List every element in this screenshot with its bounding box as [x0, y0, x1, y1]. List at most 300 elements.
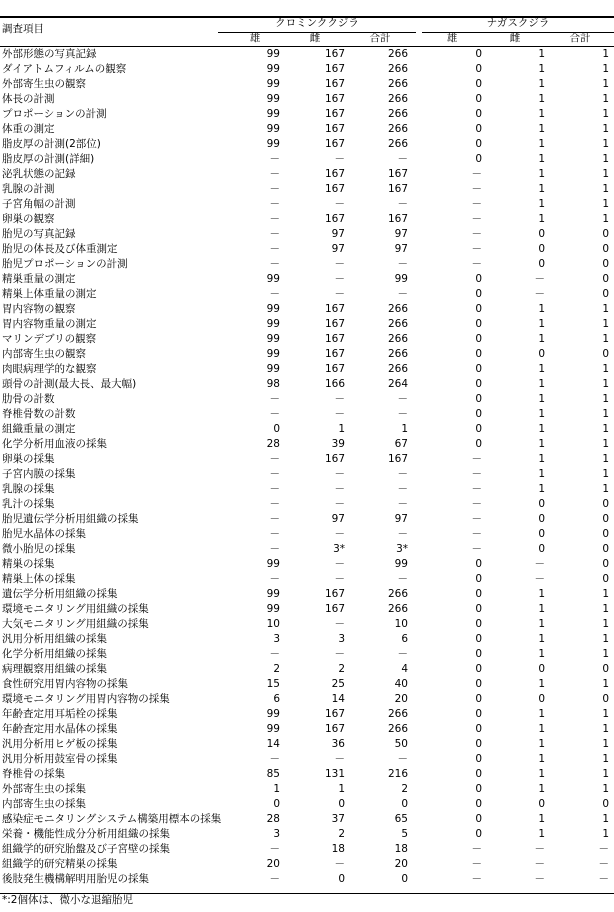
cell-value: 1: [602, 648, 609, 660]
cell-value: －: [334, 858, 345, 870]
cell-value: 1: [602, 378, 609, 390]
cell-value: －: [471, 468, 482, 480]
table-row: [0, 107, 614, 122]
cell-value: 1: [538, 648, 545, 660]
table-row: [0, 707, 614, 722]
cell-value: －: [397, 198, 408, 210]
cell-value: 99: [266, 138, 280, 150]
row-label: 内部寄生虫の採集: [2, 798, 86, 810]
cell-value: 1: [273, 783, 280, 795]
cell-value: 1: [538, 783, 545, 795]
cell-value: 0: [475, 423, 482, 435]
cell-value: 1: [602, 108, 609, 120]
row-label: 子宮角幅の計測: [2, 198, 76, 210]
cell-value: －: [471, 258, 482, 270]
cell-value: 1: [602, 813, 609, 825]
cell-value: －: [269, 528, 280, 540]
cell-value: 0: [538, 693, 545, 705]
cell-value: 1: [538, 123, 545, 135]
cell-value: 167: [324, 138, 345, 150]
cell-value: －: [471, 198, 482, 210]
cell-value: 40: [394, 678, 408, 690]
row-label: 精巣重量の測定: [2, 273, 76, 285]
cell-value: 1: [538, 333, 545, 345]
table-row: [0, 842, 614, 857]
cell-value: 0: [475, 738, 482, 750]
cell-value: 0: [475, 273, 482, 285]
row-label: 食性研究用胃内容物の採集: [2, 678, 128, 690]
row-label: 組織学的研究胎盤及び子宮壁の採集: [2, 843, 170, 855]
cell-value: 1: [602, 723, 609, 735]
cell-value: 0: [475, 723, 482, 735]
cell-value: 10: [394, 618, 408, 630]
row-label: 脊椎骨数の計数: [2, 408, 76, 420]
cell-value: －: [397, 408, 408, 420]
table-row: [0, 557, 614, 572]
cell-value: －: [598, 858, 609, 870]
subheader-total-1: 合計: [369, 32, 391, 44]
cell-value: －: [397, 258, 408, 270]
cell-value: 4: [401, 663, 408, 675]
row-label: 汎用分析用鼓室骨の採集: [2, 753, 118, 765]
subheader-male-2: 雄: [446, 32, 458, 44]
cell-value: －: [471, 453, 482, 465]
group-header-fin: ナガスクジラ: [486, 17, 550, 29]
cell-value: 0: [538, 798, 545, 810]
cell-value: 0: [475, 333, 482, 345]
table-row: [0, 797, 614, 812]
row-label: 胃内容物重量の測定: [2, 318, 97, 330]
cell-value: 65: [394, 813, 408, 825]
table-row: [0, 197, 614, 212]
cell-value: 1: [538, 138, 545, 150]
cell-value: 99: [266, 723, 280, 735]
cell-value: －: [598, 843, 609, 855]
cell-value: 1: [538, 168, 545, 180]
cell-value: 2: [338, 828, 345, 840]
row-label: 後肢発生機構解明用胎児の採集: [2, 873, 149, 885]
table-row: [0, 782, 614, 797]
cell-value: 167: [324, 93, 345, 105]
row-label: 年齢査定用耳垢栓の採集: [2, 708, 118, 720]
cell-value: －: [334, 648, 345, 660]
cell-value: 0: [475, 708, 482, 720]
cell-value: 0: [475, 123, 482, 135]
cell-value: 0: [602, 243, 609, 255]
cell-value: 266: [387, 93, 408, 105]
cell-value: 28: [266, 813, 280, 825]
cell-value: 0: [602, 288, 609, 300]
cell-value: －: [471, 168, 482, 180]
cell-value: 167: [387, 183, 408, 195]
table-row: [0, 542, 614, 557]
cell-value: 99: [266, 48, 280, 60]
cell-value: 1: [538, 828, 545, 840]
cell-value: 1: [602, 468, 609, 480]
subheader-female-2: 雌: [509, 32, 521, 44]
cell-value: 0: [475, 63, 482, 75]
cell-value: －: [269, 168, 280, 180]
cell-value: －: [334, 618, 345, 630]
table-row: [0, 482, 614, 497]
footnote: *:2個体は、微小な退縮胎児: [2, 894, 133, 906]
cell-value: 99: [266, 78, 280, 90]
cell-value: －: [269, 153, 280, 165]
table-row: [0, 302, 614, 317]
row-label: 微小胎児の採集: [2, 543, 76, 555]
table-row: [0, 272, 614, 287]
cell-value: 1: [602, 393, 609, 405]
table-row: [0, 512, 614, 527]
cell-value: －: [397, 393, 408, 405]
table-row: [0, 752, 614, 767]
cell-value: 0: [475, 48, 482, 60]
cell-value: －: [269, 498, 280, 510]
row-label: 乳腺の計測: [2, 183, 55, 195]
cell-value: 167: [324, 453, 345, 465]
cell-value: 99: [266, 93, 280, 105]
cell-value: －: [534, 558, 545, 570]
cell-value: －: [471, 528, 482, 540]
cell-value: 99: [266, 333, 280, 345]
cell-value: 1: [602, 318, 609, 330]
cell-value: 18: [331, 843, 345, 855]
cell-value: 0: [538, 663, 545, 675]
cell-value: 1: [602, 453, 609, 465]
cell-value: 167: [324, 333, 345, 345]
cell-value: 0: [602, 543, 609, 555]
row-label: 外部形態の写真記録: [2, 48, 97, 60]
cell-value: 266: [387, 348, 408, 360]
cell-value: －: [269, 873, 280, 885]
cell-value: －: [334, 483, 345, 495]
cell-value: －: [534, 288, 545, 300]
cell-value: 1: [538, 753, 545, 765]
table-row: [0, 362, 614, 377]
row-label: 感染症モニタリングシステム構築用標本の採集: [2, 813, 222, 825]
row-label: 脊椎骨の採集: [2, 768, 65, 780]
cell-value: 97: [331, 228, 345, 240]
row-label: 病理観察用組織の採集: [2, 663, 107, 675]
cell-value: 97: [394, 513, 408, 525]
cell-value: 1: [538, 93, 545, 105]
table-row: [0, 422, 614, 437]
cell-value: 0: [273, 798, 280, 810]
cell-value: 167: [387, 453, 408, 465]
cell-value: 15: [266, 678, 280, 690]
cell-value: 266: [387, 303, 408, 315]
cell-value: 0: [475, 288, 482, 300]
cell-value: 0: [475, 588, 482, 600]
cell-value: －: [334, 498, 345, 510]
cell-value: －: [471, 513, 482, 525]
cell-value: 1: [538, 153, 545, 165]
table-row: [0, 572, 614, 587]
row-label: 精巣上体の採集: [2, 573, 76, 585]
cell-value: 1: [602, 618, 609, 630]
cell-value: 1: [538, 363, 545, 375]
cell-value: －: [269, 843, 280, 855]
cell-value: 0: [401, 798, 408, 810]
cell-value: 99: [266, 303, 280, 315]
cell-value: 167: [324, 108, 345, 120]
cell-value: －: [269, 573, 280, 585]
cell-value: 1: [538, 468, 545, 480]
cell-value: －: [471, 858, 482, 870]
cell-value: 14: [266, 738, 280, 750]
row-label: ダイアトムフィルムの観察: [2, 63, 127, 75]
cell-value: －: [334, 753, 345, 765]
table-row: [0, 527, 614, 542]
cell-value: 167: [324, 168, 345, 180]
cell-value: 0: [475, 408, 482, 420]
cell-value: －: [397, 753, 408, 765]
cell-value: －: [334, 573, 345, 585]
cell-value: 0: [475, 798, 482, 810]
cell-value: 0: [475, 633, 482, 645]
cell-value: 1: [538, 618, 545, 630]
row-label: 組織重量の測定: [2, 423, 76, 435]
cell-value: －: [334, 408, 345, 420]
cell-value: －: [269, 393, 280, 405]
cell-value: 167: [324, 318, 345, 330]
table-row: [0, 287, 614, 302]
cell-value: 28: [266, 438, 280, 450]
table-row: [0, 827, 614, 842]
cell-value: 167: [387, 168, 408, 180]
cell-value: 1: [538, 813, 545, 825]
cell-value: 37: [331, 813, 345, 825]
cell-value: 1: [602, 603, 609, 615]
cell-value: －: [334, 393, 345, 405]
table-row: [0, 647, 614, 662]
cell-value: 0: [475, 558, 482, 570]
cell-value: －: [269, 408, 280, 420]
cell-value: 99: [266, 603, 280, 615]
row-label: 卵巣の観察: [2, 213, 55, 225]
cell-value: 0: [475, 108, 482, 120]
cell-value: 0: [602, 348, 609, 360]
cell-value: 1: [538, 318, 545, 330]
cell-value: 131: [324, 768, 345, 780]
row-label: 胎児プロポーションの計測: [2, 258, 128, 270]
cell-value: 0: [475, 378, 482, 390]
table-row: [0, 497, 614, 512]
cell-value: 1: [602, 333, 609, 345]
cell-value: 1: [538, 708, 545, 720]
cell-value: 1: [538, 633, 545, 645]
cell-value: 266: [387, 318, 408, 330]
cell-value: 0: [475, 438, 482, 450]
cell-value: 97: [394, 243, 408, 255]
cell-value: 167: [324, 123, 345, 135]
cell-value: 266: [387, 603, 408, 615]
cell-value: 167: [324, 48, 345, 60]
cell-value: 1: [538, 213, 545, 225]
row-label: 環境モニタリング用胃内容物の採集: [2, 693, 170, 705]
cell-value: 1: [602, 168, 609, 180]
cell-value: 1: [602, 78, 609, 90]
row-label: 子宮内膜の採集: [2, 468, 76, 480]
cell-value: 0: [538, 243, 545, 255]
cell-value: 0: [475, 693, 482, 705]
cell-value: 1: [538, 603, 545, 615]
cell-value: 99: [266, 108, 280, 120]
cell-value: 0: [475, 813, 482, 825]
cell-value: 99: [266, 708, 280, 720]
row-label: 遺伝学分析用組織の採集: [2, 588, 118, 600]
cell-value: 0: [602, 573, 609, 585]
table-row: [0, 632, 614, 647]
cell-value: 0: [475, 648, 482, 660]
cell-value: －: [534, 843, 545, 855]
cell-value: 0: [602, 273, 609, 285]
cell-value: 0: [602, 528, 609, 540]
cell-value: 0: [602, 558, 609, 570]
table-row: [0, 857, 614, 872]
cell-value: 39: [331, 438, 345, 450]
table-row: [0, 152, 614, 167]
table-row: [0, 92, 614, 107]
cell-value: 5: [401, 828, 408, 840]
cell-value: 266: [387, 123, 408, 135]
cell-value: 167: [324, 363, 345, 375]
cell-value: 1: [602, 828, 609, 840]
cell-value: 167: [324, 183, 345, 195]
row-label: 乳腺の採集: [2, 483, 55, 495]
cell-value: 266: [387, 723, 408, 735]
cell-value: 0: [538, 258, 545, 270]
cell-value: 1: [602, 138, 609, 150]
cell-value: 0: [602, 258, 609, 270]
row-label: 頭骨の計測(最大長、最大幅): [2, 378, 137, 390]
cell-value: 266: [387, 588, 408, 600]
cell-value: 0: [338, 798, 345, 810]
cell-value: 266: [387, 78, 408, 90]
cell-value: 85: [266, 768, 280, 780]
cell-value: －: [471, 183, 482, 195]
cell-value: 3: [273, 828, 280, 840]
table-row: [0, 407, 614, 422]
cell-value: 0: [338, 873, 345, 885]
cell-value: 1: [538, 408, 545, 420]
cell-value: －: [471, 498, 482, 510]
cell-value: 1: [602, 48, 609, 60]
cell-value: 1: [602, 303, 609, 315]
cell-value: 167: [324, 708, 345, 720]
cell-value: －: [334, 153, 345, 165]
table-row: [0, 692, 614, 707]
cell-value: －: [471, 843, 482, 855]
cell-value: 99: [266, 318, 280, 330]
cell-value: 0: [475, 348, 482, 360]
cell-value: －: [334, 558, 345, 570]
cell-value: －: [397, 483, 408, 495]
cell-value: 0: [602, 663, 609, 675]
cell-value: 1: [538, 768, 545, 780]
cell-value: 1: [602, 738, 609, 750]
cell-value: 6: [401, 633, 408, 645]
cell-value: 1: [538, 198, 545, 210]
cell-value: 25: [331, 678, 345, 690]
cell-value: 0: [475, 663, 482, 675]
cell-value: －: [397, 153, 408, 165]
cell-value: 0: [538, 348, 545, 360]
table-row: [0, 452, 614, 467]
table-row: [0, 77, 614, 92]
cell-value: 166: [324, 378, 345, 390]
subheader-female-1: 雌: [309, 32, 321, 44]
table-row: [0, 227, 614, 242]
cell-value: 0: [475, 828, 482, 840]
table-row: [0, 767, 614, 782]
cell-value: 99: [266, 558, 280, 570]
cell-value: 98: [266, 378, 280, 390]
cell-value: －: [534, 873, 545, 885]
cell-value: 167: [324, 78, 345, 90]
cell-value: －: [334, 198, 345, 210]
cell-value: 18: [394, 843, 408, 855]
cell-value: 266: [387, 108, 408, 120]
cell-value: －: [269, 513, 280, 525]
row-label: 肉眼病理学的な観察: [2, 363, 97, 375]
cell-value: 0: [475, 573, 482, 585]
table-row: [0, 347, 614, 362]
cell-value: －: [269, 258, 280, 270]
row-label: 外部寄生虫の観察: [2, 78, 86, 90]
cell-value: 0: [475, 318, 482, 330]
cell-value: 1: [538, 588, 545, 600]
cell-value: －: [471, 213, 482, 225]
cell-value: 1: [602, 483, 609, 495]
cell-value: 1: [602, 63, 609, 75]
cell-value: －: [397, 468, 408, 480]
row-label: 化学分析用血液の採集: [2, 438, 107, 450]
cell-value: 1: [602, 183, 609, 195]
cell-value: －: [598, 873, 609, 885]
table-row: [0, 212, 614, 227]
cell-value: 14: [331, 693, 345, 705]
cell-value: 0: [475, 138, 482, 150]
table-row: [0, 167, 614, 182]
cell-value: －: [269, 648, 280, 660]
cell-value: －: [397, 288, 408, 300]
row-label: 胃内容物の観察: [2, 303, 76, 315]
table-row: [0, 62, 614, 77]
cell-value: 1: [538, 483, 545, 495]
row-label: 外部寄生虫の採集: [2, 783, 86, 795]
cell-value: 1: [602, 363, 609, 375]
cell-value: －: [534, 273, 545, 285]
table-row: [0, 257, 614, 272]
cell-value: 0: [475, 78, 482, 90]
cell-value: 266: [387, 48, 408, 60]
cell-value: 167: [387, 213, 408, 225]
row-label: 精巣上体重量の測定: [2, 288, 97, 300]
cell-value: 0: [475, 603, 482, 615]
cell-value: 1: [538, 48, 545, 60]
table-row: [0, 182, 614, 197]
cell-value: －: [269, 213, 280, 225]
row-label: 汎用分析用組織の採集: [2, 633, 107, 645]
cell-value: 1: [338, 783, 345, 795]
row-label: 汎用分析用ヒゲ板の採集: [2, 738, 118, 750]
cell-value: －: [397, 573, 408, 585]
row-label: 精巣の採集: [2, 558, 55, 570]
cell-value: 97: [394, 228, 408, 240]
cell-value: 266: [387, 708, 408, 720]
cell-value: 266: [387, 63, 408, 75]
